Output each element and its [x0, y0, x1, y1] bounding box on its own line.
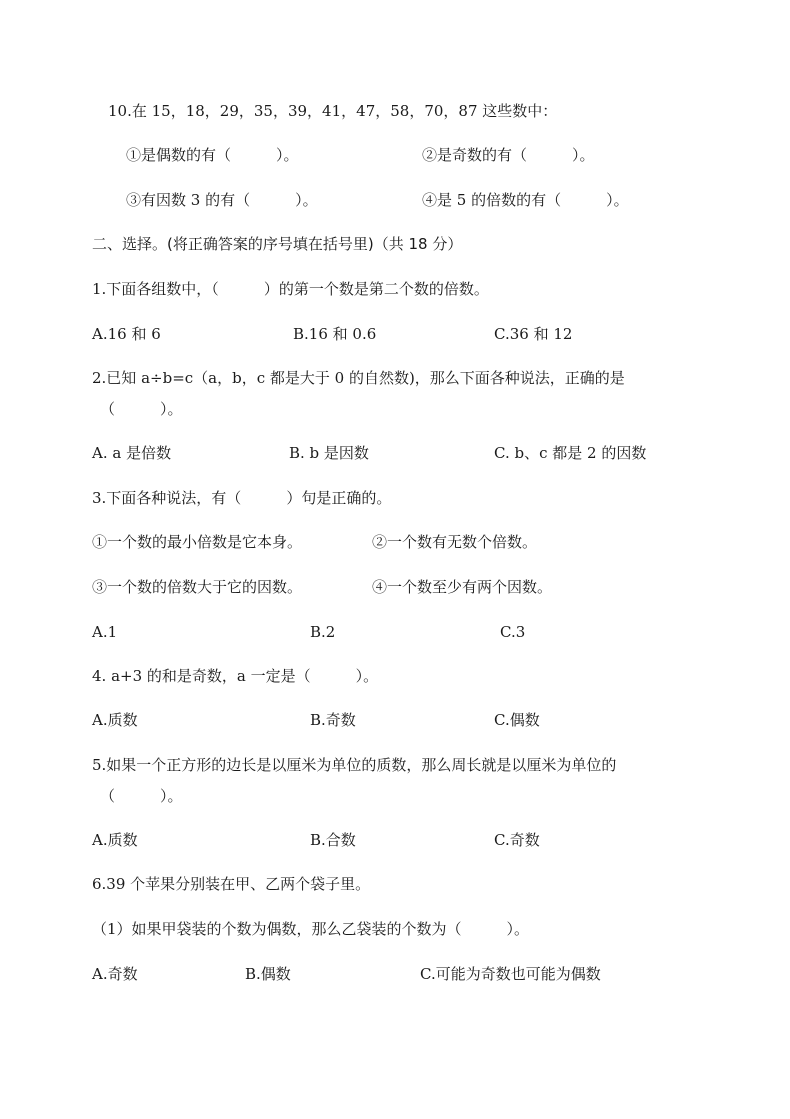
- q6-option-c: C.可能为奇数也可能为偶数: [420, 965, 601, 983]
- q5-option-c: C.奇数: [494, 831, 540, 849]
- q6-option-b: B.偶数: [245, 965, 291, 983]
- q4-stem: 4. a+3 的和是奇数，a 一定是（ ）。: [92, 667, 379, 685]
- q10-part3: ③有因数 3 的有（ ）。: [126, 191, 318, 209]
- q2-option-c: C. b、c 都是 2 的因数: [494, 444, 647, 462]
- q6-subquestion-1: （1）如果甲袋装的个数为偶数，那么乙袋装的个数为（ ）。: [92, 920, 530, 938]
- q3-statement-3: ③一个数的倍数大于它的因数。: [92, 578, 303, 596]
- q10-part4: ④是 5 的倍数的有（ ）。: [422, 191, 629, 209]
- q2-stem: 2.已知 a÷b=c（a，b，c 都是大于 0 的自然数)，那么下面各种说法，正确的是: [92, 369, 625, 387]
- q10-stem: 10.在 15，18，29，35，39，41，47，58，70，87 这些数中：: [108, 102, 558, 120]
- q1-option-c: C.36 和 12: [494, 325, 573, 343]
- q3-option-b: B.2: [310, 623, 336, 641]
- q4-option-b: B.奇数: [310, 711, 356, 729]
- q1-option-a: A.16 和 6: [92, 325, 161, 343]
- q4-option-c: C.偶数: [494, 711, 540, 729]
- q5-stem-continuation: （ ）。: [100, 787, 183, 805]
- section-heading: 二、选择。(将正确答案的序号填在括号里)（共 18 分）: [92, 235, 463, 253]
- q5-option-b: B.合数: [310, 831, 356, 849]
- q1-stem: 1.下面各组数中，（ ）的第一个数是第二个数的倍数。: [92, 280, 489, 298]
- q3-stem: 3.下面各种说法，有（ ）句是正确的。: [92, 489, 392, 507]
- q2-stem-continuation: （ ）。: [100, 400, 183, 418]
- q1-option-b: B.16 和 0.6: [293, 325, 377, 343]
- q2-option-b: B. b 是因数: [289, 444, 369, 462]
- q6-option-a: A.奇数: [92, 965, 138, 983]
- q5-option-a: A.质数: [92, 831, 138, 849]
- q3-option-a: A.1: [92, 623, 118, 641]
- q4-option-a: A.质数: [92, 711, 138, 729]
- q3-statement-1: ①一个数的最小倍数是它本身。: [92, 533, 303, 551]
- q10-part2: ②是奇数的有（ ）。: [422, 146, 595, 164]
- q5-stem: 5.如果一个正方形的边长是以厘米为单位的质数，那么周长就是以厘米为单位的: [92, 756, 617, 774]
- q10-part1: ①是偶数的有（ ）。: [126, 146, 299, 164]
- q3-option-c: C.3: [500, 623, 526, 641]
- q3-statement-2: ②一个数有无数个倍数。: [372, 533, 538, 551]
- q2-option-a: A. a 是倍数: [92, 444, 172, 462]
- q3-statement-4: ④一个数至少有两个因数。: [372, 578, 553, 596]
- q6-stem: 6.39 个苹果分别装在甲、乙两个袋子里。: [92, 875, 371, 893]
